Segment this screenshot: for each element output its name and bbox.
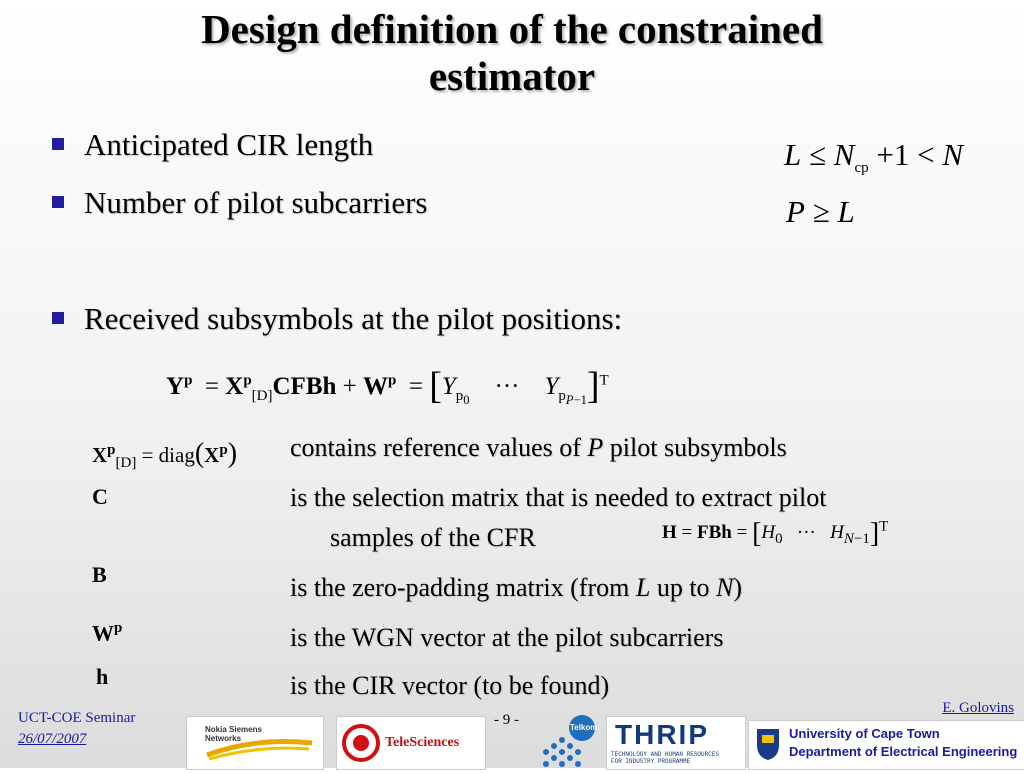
slide-title <box>0 6 1024 100</box>
thrip-logo <box>606 716 746 770</box>
page-number: - 9 - <box>494 712 519 728</box>
bullet-received-subsymbols <box>52 302 622 336</box>
uct-logo <box>748 720 1024 770</box>
telesciences-logo <box>336 716 486 770</box>
title-line-1: Design definition of the constrained <box>201 6 823 52</box>
desc-zero-padding: is the zero-padding matrix (from L up to N) <box>290 573 743 602</box>
desc-selection-matrix: is the selection matrix that is needed to extract pilot <box>290 483 827 512</box>
bullet-square-icon <box>52 138 64 150</box>
seminar-date: 26/07/2007 <box>18 731 87 747</box>
desc-cir-vector: is the CIR vector (to be found) <box>290 671 610 700</box>
thrip-label: THRIP <box>615 719 709 750</box>
telkom-logo <box>534 712 606 768</box>
nokia-label: Nokia Siemens Networks <box>205 725 262 743</box>
term-cir-vector: h <box>96 664 109 689</box>
thrip-subtitle: TECHNOLOGY AND HUMAN RESOURCES FOR INDUSTRY PROGRAMME <box>611 751 720 765</box>
desc-reference-values: contains reference values of P pilot subsymbols <box>290 433 787 462</box>
uct-university: University of Cape Town <box>789 726 940 741</box>
author-name: E. Golovins <box>942 700 1014 716</box>
bullet-square-icon <box>52 196 64 208</box>
bullet-cir-length <box>52 128 373 162</box>
desc-noise-vector: is the WGN vector at the pilot subcarriers <box>290 623 724 652</box>
nokia-siemens-logo <box>186 716 324 770</box>
uct-department: Department of Electrical Engineering <box>789 744 1018 759</box>
telesciences-circle-icon <box>341 723 381 763</box>
title-line-2: estimator <box>428 53 596 99</box>
term-selection-matrix: C <box>92 484 108 509</box>
seminar-name: UCT-COE Seminar <box>18 710 136 726</box>
uct-crest-icon <box>755 727 781 761</box>
telkom-dots-icon <box>534 712 606 768</box>
telesciences-label: TeleSciences <box>385 735 460 750</box>
bullet-square-icon <box>52 312 64 324</box>
uct-text <box>789 725 1017 761</box>
desc-selection-matrix-cont: samples of the CFR <box>330 523 536 552</box>
bullet-pilot-subcarriers <box>52 186 427 220</box>
reference-matrix-definition: $X^p_{[D]}$ = $diag(X^p)$ <box>92 438 238 472</box>
footer-seminar <box>18 708 135 750</box>
cir-length-inequality: $L \le N_{cp} +1 < N$ <box>784 137 964 177</box>
pilot-count-inequality: P ≥ L <box>786 194 855 229</box>
bullet-text: Received subsymbols at the pilot positions: <box>84 301 623 336</box>
pilot-observation-equation: $Y^p$ = $X^p_{[D]}CFBh + W^p = [Y_{p_0}$ ··· $Y_{p_{P-1}}]^T$ <box>166 365 609 407</box>
telkom-label: Telkom <box>570 723 598 732</box>
cfr-equation: H = FBh = [$H_0$ ··· $H_{N-1}]^T$ <box>662 518 889 549</box>
bullet-text: Anticipated CIR length <box>84 127 374 162</box>
term-noise-vector: $W^p$ <box>92 620 123 646</box>
bullet-text: Number of pilot subcarriers <box>84 185 428 220</box>
term-zero-padding-matrix: B <box>92 562 107 587</box>
